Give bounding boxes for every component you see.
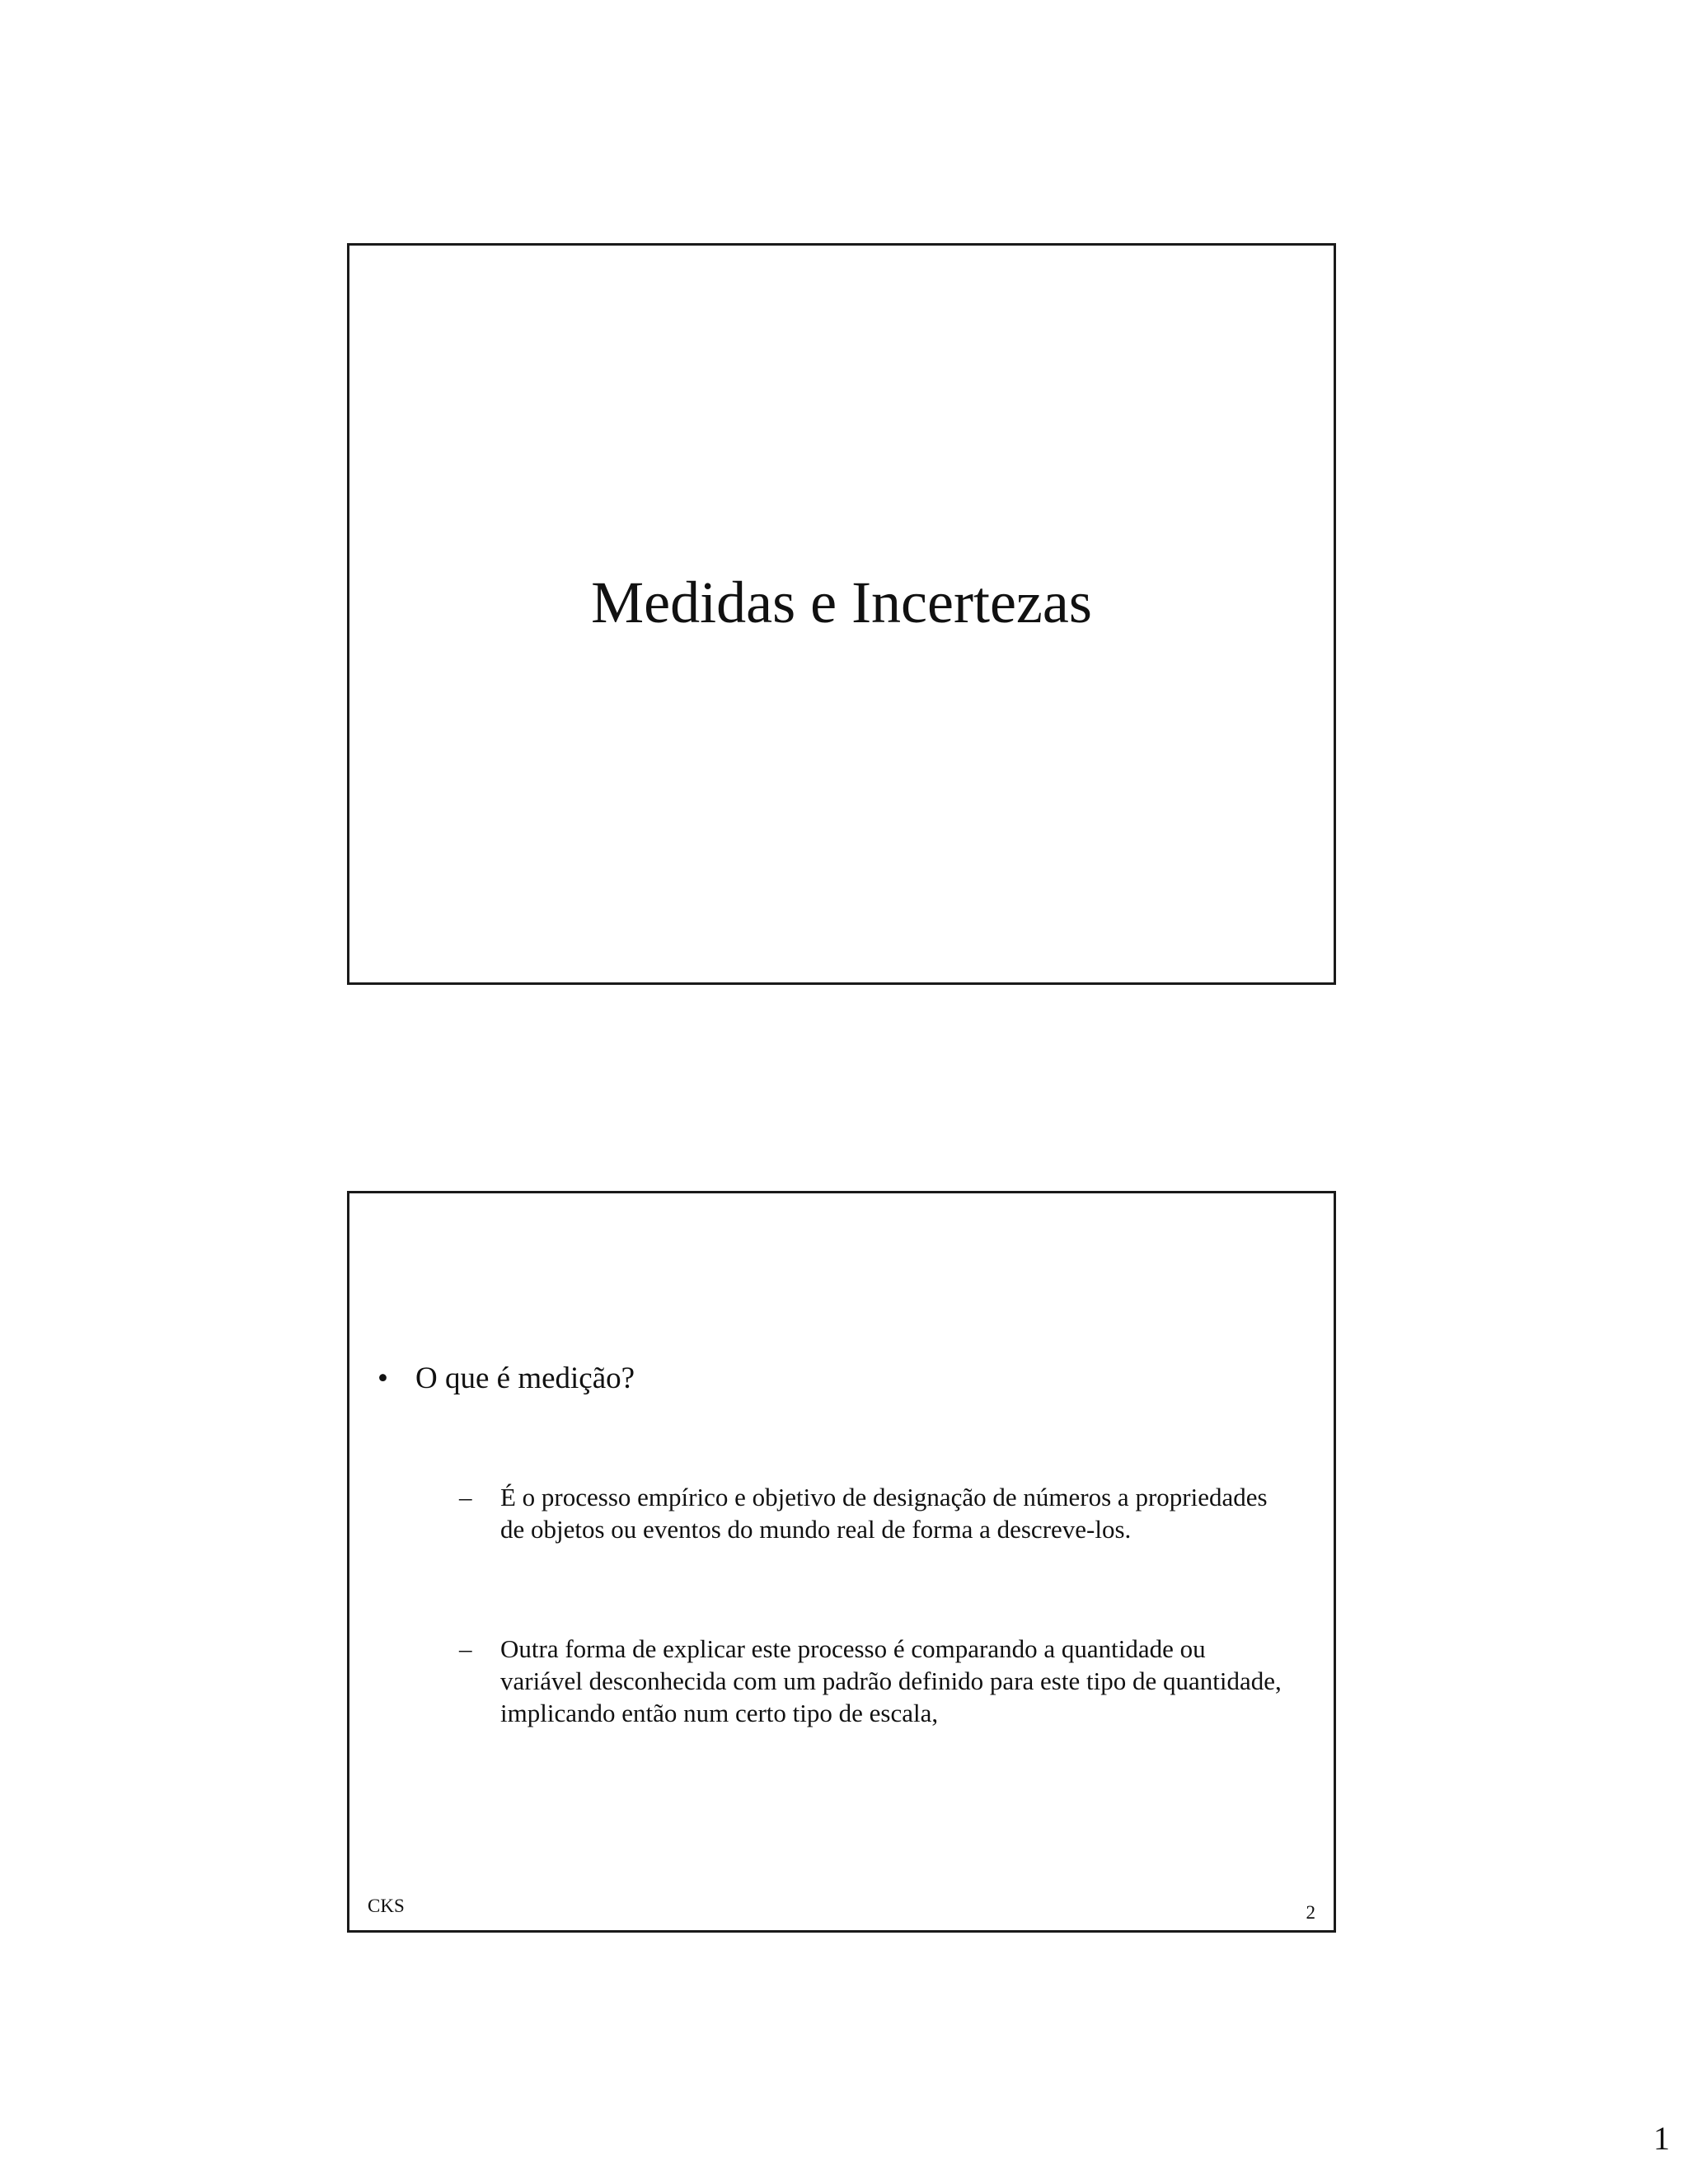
dash-marker: – <box>459 1634 472 1663</box>
bullet-list <box>374 1361 1301 1816</box>
page-number: 1 <box>1653 2120 1670 2157</box>
slide-1 <box>347 243 1336 985</box>
sub-item-text: É o processo empírico e objetivo de designação de números a propriedades de objetos ou eventos do mundo real de forma a descreve-los. <box>500 1483 1268 1544</box>
slide-2 <box>347 1191 1336 1933</box>
bullet-marker: • <box>377 1361 388 1395</box>
sub-item-text: Outra forma de explicar este processo é comparando a quantidade ou variável desconhecida com um padrão definido para este tipo de quantidade, implicando então num certo tipo de escala, <box>500 1634 1282 1727</box>
bullet-text: O que é medição? <box>415 1361 635 1395</box>
slide-number: 2 <box>1306 1902 1315 1923</box>
dash-marker: – <box>459 1483 472 1511</box>
sub-item <box>415 1481 1301 1545</box>
sub-list <box>415 1481 1301 1729</box>
sub-item <box>415 1633 1301 1729</box>
slide-title: Medidas e Incertezas <box>591 569 1092 635</box>
slide-footer-author: CKS <box>368 1896 405 1916</box>
bullet-item <box>374 1361 1301 1729</box>
